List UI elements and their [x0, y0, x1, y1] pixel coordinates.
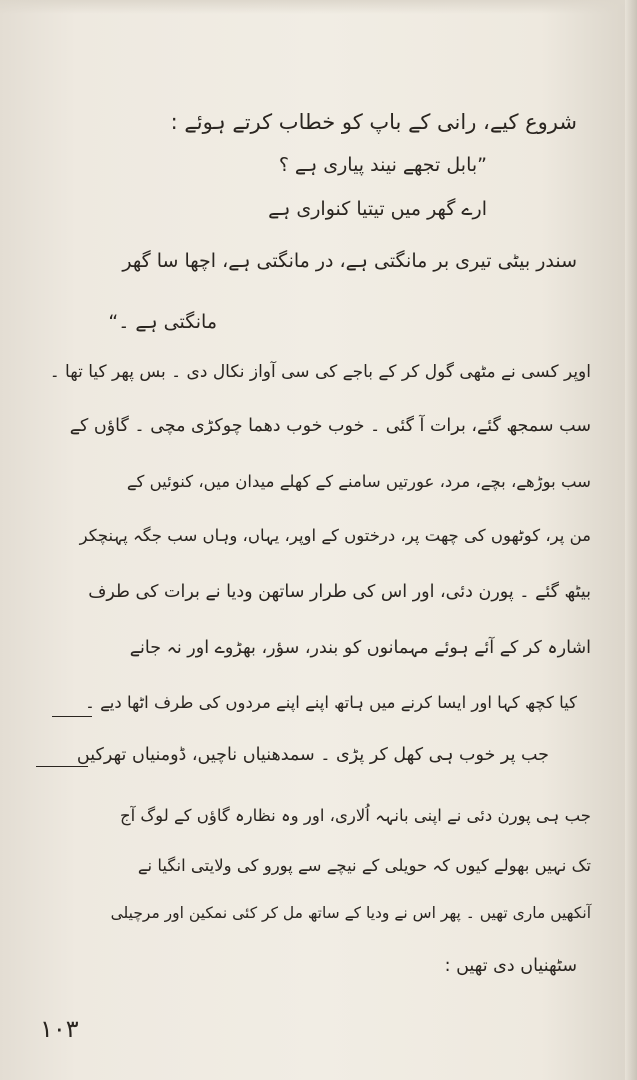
text-line-16: آنکھیں ماری تھیں ۔ پھر اس نے ودیا کے ساتھ مل کر کئی نمکین اور مرچیلی [110, 904, 591, 922]
dash-fill-13 [36, 766, 88, 767]
text-line-2: ”بابل تجھے نیند پیاری ہے ؟ [278, 154, 487, 176]
text-line-7: سب سمجھ گئے، برات آ گئی ۔ خوب خوب دھما چوکڑی مچی ۔ گاؤں کے [69, 416, 591, 436]
text-line-3: ارے گھر میں تیتیا کنواری ہے [268, 198, 487, 220]
text-line-17: سٹھنیاں دی تھیں : [444, 956, 577, 976]
text-line-10: بیٹھ گئے ۔ پورن دئی، اور اس کی طرار ساتھن ودیا نے برات کی طرف [88, 582, 591, 602]
text-line-15: تک نہیں بھولے کیوں کہ حویلی کے نیچے سے پورو کی ولایتی انگیا نے [137, 856, 591, 875]
text-line-4: سندر بیٹی تیری بر مانگتی ہے، در مانگتی ہے، اچھا سا گھر [122, 250, 577, 272]
text-line-12: کیا کچھ کہا اور ایسا کرنے میں ہاتھ اپنے اپنے مردوں کی طرف اٹھا دیے ۔ [85, 693, 577, 712]
text-line-8: سب بوڑھے، بچے، مرد، عورتیں سامنے کے کھلے میدان میں، کنوئیں کے [126, 472, 591, 491]
page-number: ۱۰۳ [40, 1015, 79, 1043]
text-line-6: اوپر کسی نے مٹھی گول کر کے باجے کی سی آواز نکال دی ۔ بس پھر کیا تھا ۔ [49, 362, 591, 382]
text-line-14: جب ہی پورن دئی نے اپنی بانہہ اُلاری، اور وہ نظارہ گاؤں کے لوگ آج [119, 806, 591, 825]
text-line-5: مانگتی ہے ۔“ [108, 311, 217, 333]
page-top-edge [0, 0, 637, 14]
text-line-1: شروع کیے، رانی کے باپ کو خطاب کرتے ہوئے : [170, 110, 577, 134]
text-line-9: من پر، کوٹھوں کی چھت پر، درختوں کے اوپر، یہاں، وہاں سب جگہ پہنچکر [79, 526, 591, 545]
page-right-edge [625, 0, 637, 1080]
text-line-13: جب پر خوب ہی کھل کر پڑی ۔ سمدھنیاں ناچیں، ڈومنیاں تھرکیں [76, 745, 549, 765]
dash-fill-12 [52, 716, 92, 717]
text-line-11: اشارہ کر کے آئے ہوئے مہمانوں کو بندر، سؤر، بھڑوے اور نہ جانے [129, 638, 591, 658]
